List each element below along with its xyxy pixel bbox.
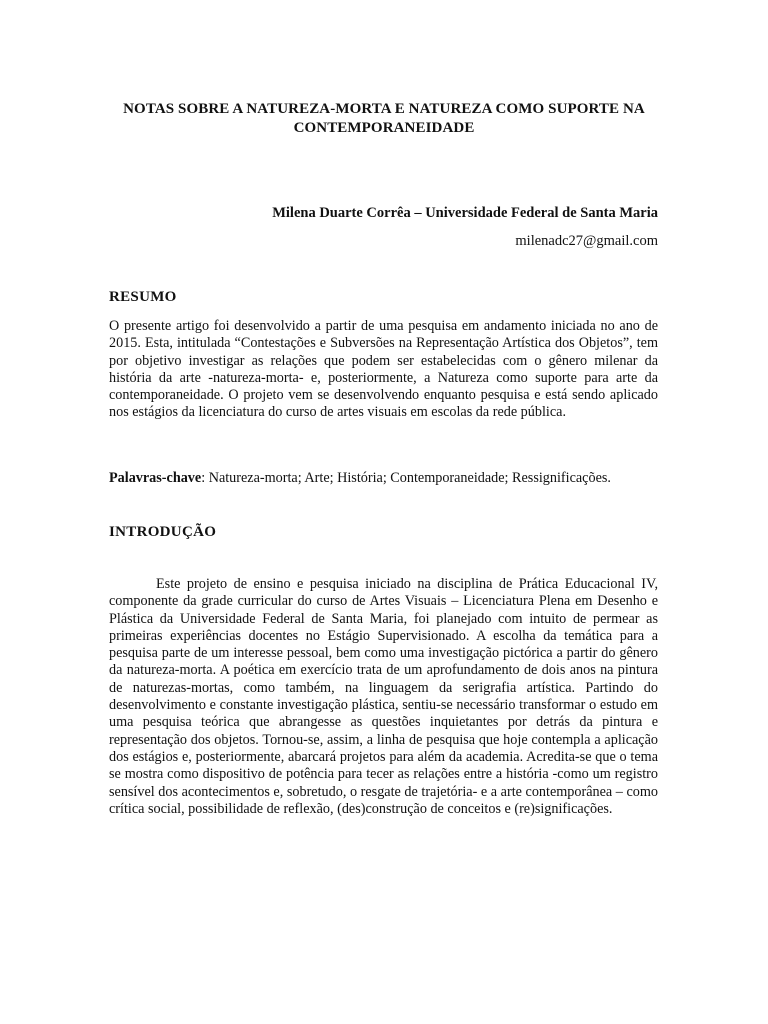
abstract-text: O presente artigo foi desenvolvido a partir de uma pesquisa em andamento iniciada no ano de 2015. Esta, intitulada “Contestações e Subversões na Representação Artística dos Objetos”, tem por objetivo investigar as relações que podem ser estabelecidas com o gênero milenar da história da arte -natureza-morta- e, posteriormente, a Natureza como suporte para arte da contemporaneidade. O projeto vem se desenvolvendo enquanto pesquisa e está sendo aplicado nos estágios da licenciatura do curso de artes visuais em escolas da rede pública.: [109, 318, 658, 421]
paper-title: NOTAS SOBRE A NATUREZA-MORTA E NATUREZA COMO SUPORTE NA CONTEMPORANEIDADE: [123, 101, 645, 136]
introduction-heading: INTRODUÇÃO: [109, 524, 217, 540]
author-email: milenadc27@gmail.com: [515, 233, 658, 249]
abstract-heading: RESUMO: [109, 289, 177, 305]
author-affiliation: Milena Duarte Corrêa – Universidade Federal de Santa Maria: [272, 205, 658, 221]
keywords-text: : Natureza-morta; Arte; História; Contemporaneidade; Ressignificações.: [201, 470, 611, 486]
keywords-label: Palavras-chave: [109, 470, 202, 486]
keywords-line: [109, 470, 611, 487]
introduction-text: Este projeto de ensino e pesquisa iniciado na disciplina de Prática Educacional IV, componente da grade curricular do curso de Artes Visuais – Licenciatura Plena em Desenho e Plástica da Universidade Federal de Santa Maria, foi planejado com intuito de permear as primeiras experiências docentes no Estágio Supervisionado. A escolha da temática para a pesquisa parte de um interesse pessoal, bem como uma investigação pictórica a partir do gênero da natureza-morta. A poética em exercício trata de um aprofundamento de dois anos na pintura de naturezas-mortas, como também, na linguagem da serigrafia artística. Partindo do desenvolvimento e constante investigação plástica, sentiu-se necessário transformar o estudo em uma pesquisa teórica que abrangesse as questões inquietantes por detrás da pintura e representação dos objetos. Tornou-se, assim, a linha de pesquisa que hoje contempla a aplicação dos estágios e, posteriormente, abarcará projetos para além da academia. Acredita-se que o tema se mostra como dispositivo de potência para tecer as relações entre a história -como um registro sensível dos acontecimentos e, sobretudo, o resgate de trajetória- e a arte contemporânea – como crítica social, possibilidade de reflexão, (des)construção de conceitos e (re)significações.: [109, 576, 658, 817]
